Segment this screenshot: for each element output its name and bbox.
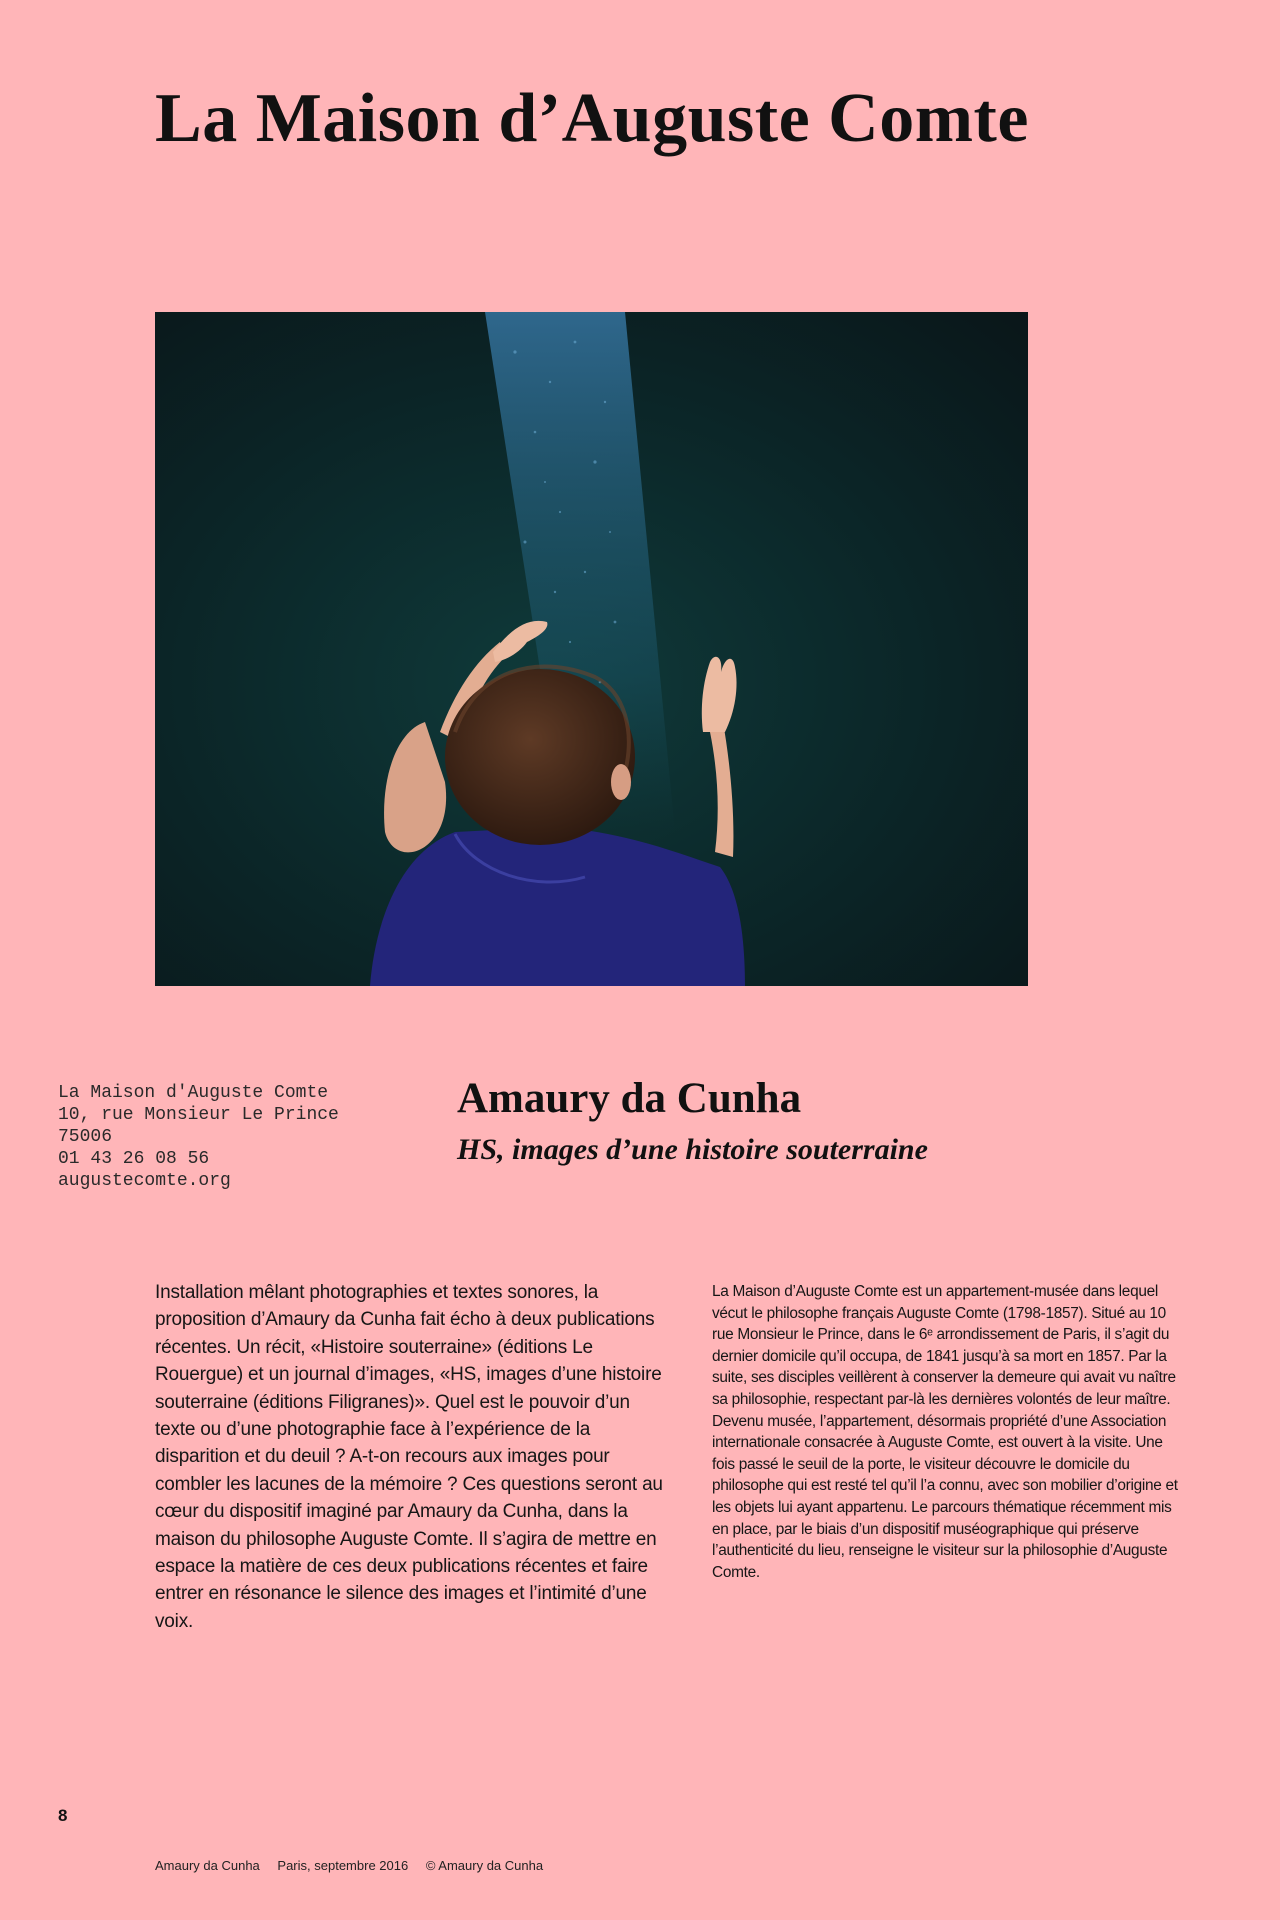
photo-child-underwater — [155, 312, 1028, 986]
body-text-left: Installation mêlant photographies et textes sonores, la proposition d’Amaury da Cunha fait écho à deux publications récentes. Un récit, «Histoire souterraine» (éditions Le Rouergue) et un journal d’images, «HS, images d’une histoire souterraine (éditions Filigranes)». Quel est le pouvoir d’un texte ou d’une photographie face à l’expérience de la disparition et du deuil ? A-t-on recours aux images pour combler les lacunes de la mémoire ? Ces questions seront au cœur du dispositif imaginé par Amaury da Cunha, dans la maison du philosophe Auguste Comte. Il s’agira de mettre en espace la matière de ces deux publications récentes et faire entrer en résonance le silence des images et l’intimité d’une voix. — [155, 1282, 663, 1632]
footer-credit: © Amaury da Cunha — [425, 1858, 544, 1873]
address-venue-name: La Maison d'Auguste Comte — [58, 1083, 329, 1103]
artist-name: Amaury da Cunha — [457, 1075, 802, 1122]
address-phone: 01 43 26 08 56 — [58, 1149, 210, 1169]
page-number: 8 — [58, 1806, 68, 1825]
venue-address — [58, 1082, 339, 1192]
address-street: 10, rue Monsieur Le Prince — [58, 1105, 339, 1125]
exhibition-subtitle: HS, images d’une histoire souterraine — [457, 1133, 928, 1166]
body-text-right: La Maison d’Auguste Comte est un appartement-musée dans lequel vécut le philosophe français Auguste Comte (1798-1857). Situé au 10 rue Monsieur le Prince, dans le 6ᵉ arrondissement de Paris, il s’agit du dernier domicile qu’il occupa, de 1841 jusqu’à sa mort en 1857. Par la suite, ses disciples veillèrent à conserver la demeure qui avait vu naître sa philosophie, respectant par-là les dernières volontés de leur maître. Devenu musée, l’appartement, désormais propriété d’une Association internationale consacrée à Auguste Comte, est ouvert à la visite. Une fois passé le seuil de la porte, le visiteur découvre le domicile du philosophe qui est resté tel qu’il l’a connu, avec son mobilier d’origine et les objets lui ayant appartenu. Le parcours thématique récemment mis en place, par le biais d’un dispositif muséographique qui préserve l’authenticité du lieu, renseigne le visiteur sur la philosophie d’Auguste Comte. — [712, 1283, 1178, 1581]
featured-photo — [155, 312, 1028, 986]
page-title: La Maison d’Auguste Comte — [155, 80, 1029, 157]
footer-author: Amaury da Cunha — [155, 1858, 260, 1873]
footer — [155, 1858, 557, 1873]
address-postcode: 75006 — [58, 1127, 113, 1147]
footer-place-date: Paris, septembre 2016 — [277, 1858, 409, 1873]
address-website[interactable]: augustecomte.org — [58, 1171, 231, 1191]
